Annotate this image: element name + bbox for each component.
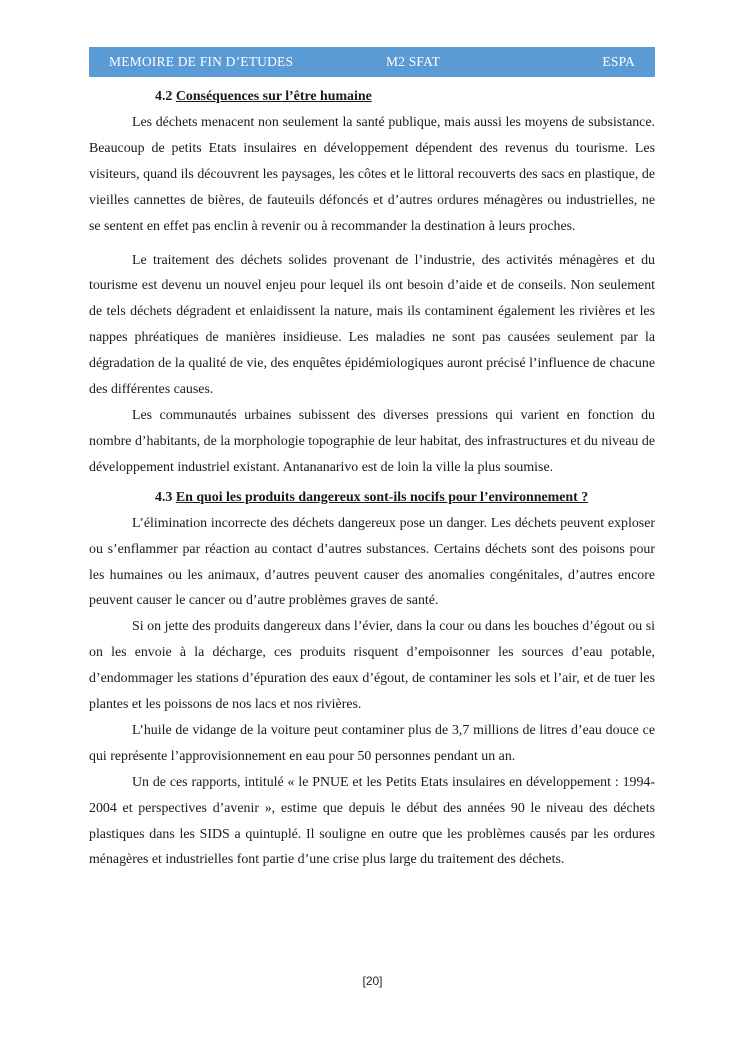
paragraph: Les communautés urbaines subissent des diverses pressions qui varient en fonction du nombre d’habitants, de la morphologie topographie de leur habitat, des infrastructures et du niveau de développement industriel existant. Antananarivo est de loin la ville la plus soumise. bbox=[89, 407, 655, 475]
page-header bbox=[89, 47, 655, 77]
paragraph: Le traitement des déchets solides provenant de l’industrie, des activités ménagères et du tourisme est devenu un nouvel enjeu pour lequel ils ont besoin d’aide et de conseils. Non seulement de tels déchets dégradent et enlaidissent la nature, mais ils contaminent également les rivières et les nappes phréatiques de manières insidieuse. Les maladies ne sont pas causées seulement par la dégradation de la qualité de vie, des enquêtes épidémiologiques auront précisé l’influence de chacune des différentes causes. bbox=[89, 252, 655, 398]
section-number: 4.2 bbox=[155, 89, 173, 104]
header-program: M2 SFAT bbox=[386, 54, 441, 69]
section-title: Conséquences sur l’être humaine bbox=[175, 89, 372, 104]
paragraph: Un de ces rapports, intitulé « le PNUE et les Petits Etats insulaires en développement : 1994-2004 et perspectives d’avenir », estime que depuis le début des années 90 le niveau des déchets plastiques dans les SIDS a quintuplé. Il souligne en outre que les problèmes causés par les ordures ménagères et industrielles font partie d’une crise plus large du traitement des déchets. bbox=[89, 774, 655, 868]
header-document-type: MEMOIRE DE FIN D’ETUDES bbox=[109, 54, 294, 69]
header-school: ESPA bbox=[602, 54, 635, 69]
paragraph: L’huile de vidange de la voiture peut contaminer plus de 3,7 millions de litres d’eau douce ce qui représente l’approvisionnement en eau pour 50 personnes pendant un an. bbox=[89, 722, 655, 764]
section-number: 4.3 bbox=[155, 489, 173, 505]
paragraph: Les déchets menacent non seulement la santé publique, mais aussi les moyens de subsistance. Beaucoup de petits Etats insulaires en développement dépendent des revenus du tourisme. Les visiteurs, quand ils découvrent les paysages, les côtes et le littoral recouverts des sacs en plastique, de vieilles cannettes de bières, de fauteuils défoncés et d’autres ordures ménagères ou industrielles, ne se sentent en effet pas enclin à revenir ou à recommander la destination à leurs proches. bbox=[89, 115, 655, 234]
section-heading-4-2 bbox=[89, 84, 655, 110]
section-title: En quoi les produits dangereux sont-ils nocifs pour l’environnement ? bbox=[175, 489, 589, 505]
page-number: [20] bbox=[362, 974, 383, 988]
page-body bbox=[89, 84, 655, 873]
section-heading-4-3 bbox=[89, 485, 655, 511]
paragraph: Si on jette des produits dangereux dans l’évier, dans la cour ou dans les bouches d’égout ou si on les envoie à la décharge, ces produits risquent d’empoisonner les sources d’eau potable, d’endommager les stations d’épuration des eaux d’égout, de contaminer les sols et l’air, et de tuer les plantes et les poissons de nos lacs et nos rivières. bbox=[89, 619, 655, 713]
paragraph: L’élimination incorrecte des déchets dangereux pose un danger. Les déchets peuvent exploser ou s’enflammer par réaction au contact d’autres substances. Certains déchets sont des poisons pour les humaines ou les animaux, d’autres peuvent causer des anomalies congénitales, d’autres encore peuvent causer le cancer ou d’autre problèmes graves de santé. bbox=[89, 515, 655, 609]
